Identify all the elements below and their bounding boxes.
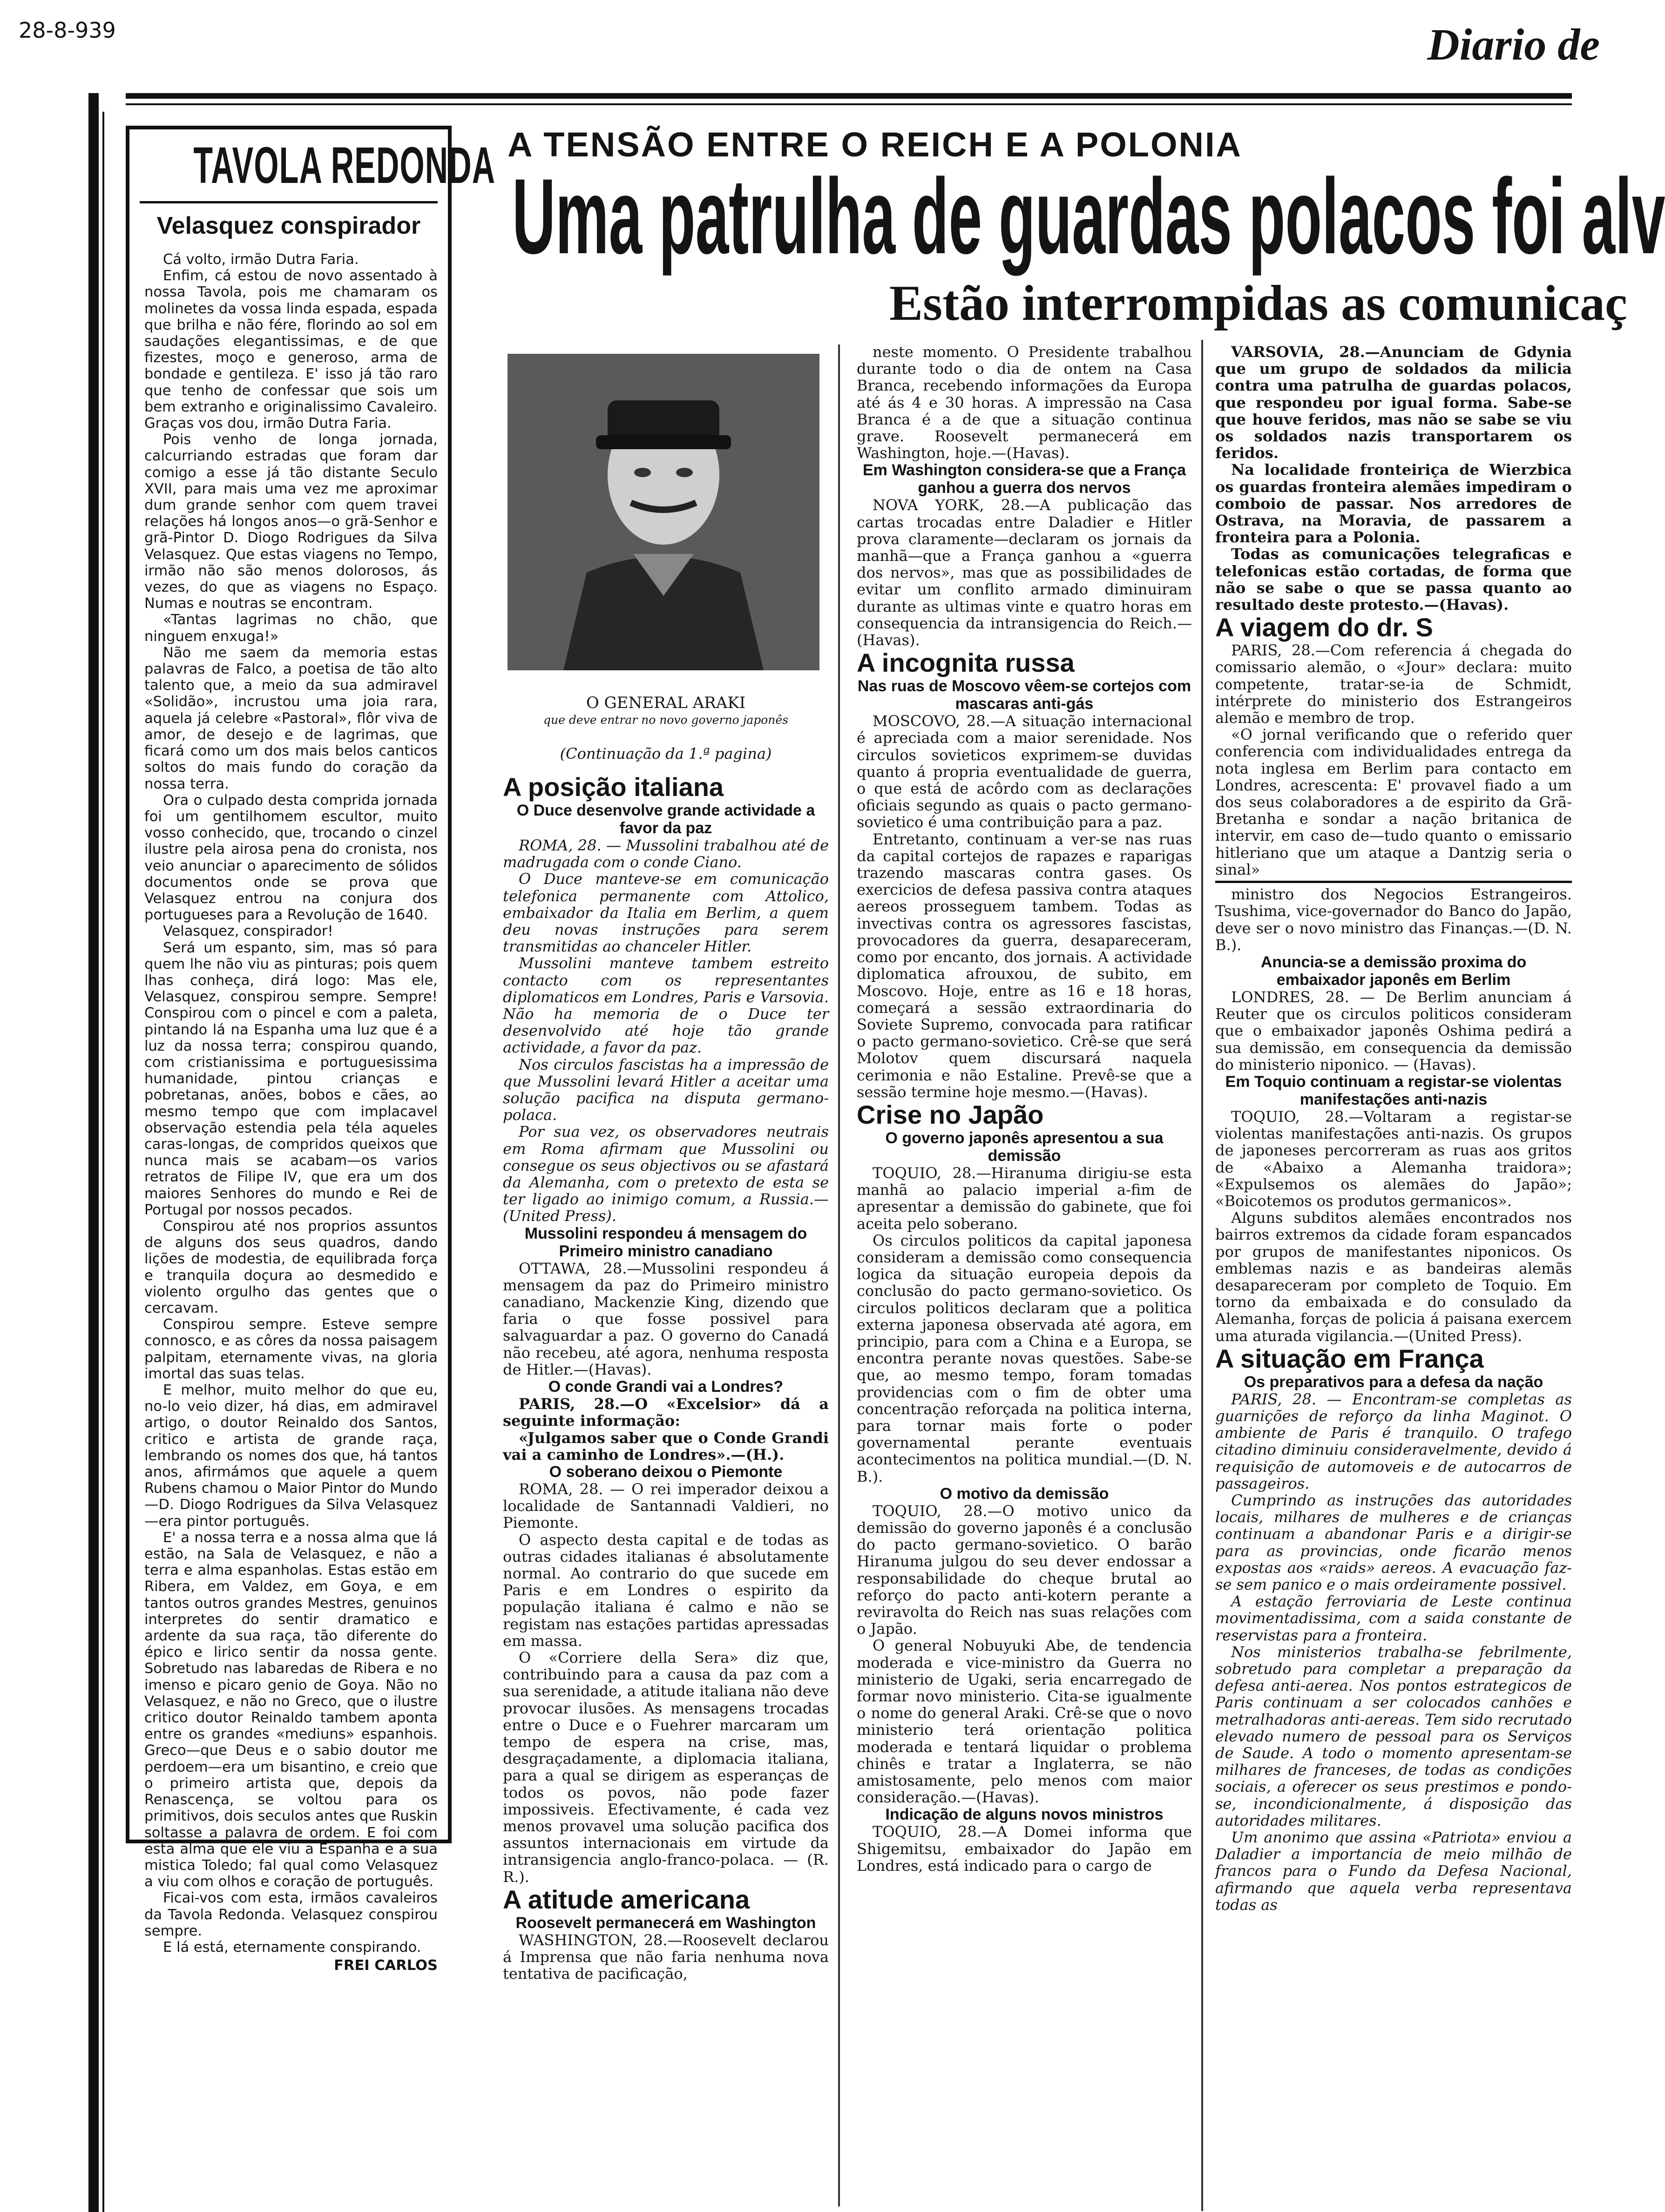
tavola-paragraph: Enfim, cá estou de novo assentado à nossa Tavola, pois me chamaram os molinetes da vossa linda espada, espada que brilha e não fére, florindo ao sol em saudações elegantissimas, e de que fizestes, moço e generoso, arma de bondade e gentileza. E' isso já tão raro que tenho de confessar que sois um bem extranho e originalissimo Cavaleiro. Graças vos dou, irmão Dutra Faria. [144,268,438,432]
article-paragraph: Os circulos politicos da capital japonesa consideram a demissão como consequencia logica da situação europeia depois da conclusão do pacto germano-sovietico. Os circulos politicos declaram que a politica externa japonesa observada até agora, em principio, para com a China e a Europa, se encontra perante novas questões. Sabe-se que, ao mesmo tempo, foram tomadas providencias com o fim de obter uma concentração reforçada na politica interna, para tornar mais forte o poder governamental perante eventuais acontecimentos na politica mundial.—(D. N. B.). [857,1231,1192,1485]
left-margin-bar-thin [102,112,104,2212]
column-3 [857,344,1192,2212]
article-paragraph: OTTAWA, 28.—Mussolini respondeu á mensagem da paz do Primeiro ministro canadiano, Mackenzie King, dizendo que faria o que fosse possivel para salvaguardar a paz. O governo do Canadá não recebeu, até agora, nenhuma resposta de Hitler.—(Havas). [503,1259,829,1378]
article-paragraph: TOQUIO, 28.—Hiranuma dirigiu-se esta manhã ao palacio imperial a-fim de apresentar a demissão do gabinete, que foi aceita pelo soberano. [857,1164,1192,1233]
tavola-paragraph: Conspirou sempre. Esteve sempre connosco, e as côres da nossa paisagem palpitam, eternamente vivas, na gloria imortal das suas telas. [144,1316,438,1382]
tavola-paragraph: Ora o culpado desta comprida jornada foi um gentilhomem escultor, muito vosso conhecido, que, trocando o cinzel ilustre pela airosa pena do cronista, nos veio anunciar o aparecimento de sólidos documentos onde se prova que Velasquez entrou na conjura dos portugueses para a Revolução de 1640. [144,792,438,924]
section-subheading: O motivo da demissão [940,1484,1109,1503]
subheadline: Estão interrompidas as comunicaç [889,276,1627,331]
section-subheading: O Duce desenvolve grande actividade a favor da paz [516,802,815,837]
general-araki-photo [508,354,819,670]
tavola-paragraph: «Tantas lagrimas no chão, que ninguem enxuga!» [144,612,438,645]
article-paragraph: Entretanto, continuam a ver-se nas ruas da capital cortejos de rapazes e raparigas trazendo mascaras contra gases. Os exercicios de defesa passiva contra ataques aereos prosseguem tambem. Todas as invectivas contra os agressores fascistas, provocadores da guerra, desapareceram, como por encanto, dos jornais. A actividade diplomatica afrouxou, de subito, em Moscovo. Hoje, entre as 16 e 18 horas, começará a sessão extraordinaria do Soviete Supremo, convocada para ratificar o pacto germano-sovietico. Crê-se que será Molotov quem discursará naquela cerimonia e não Estaline. Prevê-se que a sessão termine hoje mesmo.—(Havas). [857,830,1192,1101]
article-paragraph: LONDRES, 28. — De Berlim anunciam á Reuter que os circulos politicos consideram que o embaixador japonês Oshima pedirá a sua demissão, em consequencia da demissão do ministerio niponico. — (Havas). [1215,988,1572,1073]
section-subheading: O soberano deixou o Piemonte [549,1463,783,1481]
article-paragraph: neste momento. O Presidente trabalhou durante todo o dia de ontem na Casa Branca, recebendo informações da Europa até ás 4 e 30 horas. A impressão na Casa Branca é a de que a situação continua grave. Roosevelt permanecerá em Washington, hoje.—(Havas). [857,343,1192,462]
article-paragraph: MOSCOVO, 28.—A situação internacional é apreciada com a maior serenidade. Nos circulos sovieticos exprimem-se duvidas quanto á propria eventualidade de guerra, o que está de acôrdo com as declarações oficiais segundo as quais o pacto germano-sovietico é uma contribuição para a paz. [857,712,1192,831]
section-heading: A viagem do dr. S [1215,613,1433,642]
kicker: A TENSÃO ENTRE O REICH E A POLONIA [508,125,1242,164]
tavola-paragraph: Conspirou até nos proprios assuntos de alguns dos seus quadros, dando lições de modestia, de equilibrada força e tranquila doçura ao desmedido e violento orgulho das gentes que o cercavam. [144,1218,438,1316]
article-paragraph: Cumprindo as instruções das autoridades locais, milhares de mulheres e de crianças continuam a abandonar Paris e a dirigir-se para as provincias, onde ficarão menos expostas aos «raids» aereos. A evacuação faz-se sem panico e o mais ordeiramente possivel. [1215,1491,1572,1593]
column-rule [838,344,840,2206]
tavola-divider [140,201,438,203]
article-paragraph: O Duce manteve-se em comunicação telefonica permanente com Attolico, embaixador da Italia em Berlim, a quem deu novas instruções para serem transmitidas ao chanceler Hitler. [503,870,829,956]
section-heading: A situação em França [1215,1343,1484,1373]
article-paragraph: WASHINGTON, 28.—Roosevelt declarou á Imprensa que não faria nenhuma nova tentativa de pacificação, [503,1931,829,1983]
tavola-paragraph: Cá volto, irmão Dutra Faria. [163,251,359,268]
section-subheading: Indicação de alguns novos ministros [885,1806,1164,1824]
article-paragraph: PARIS, 28. — Encontram-se completas as guarnições de reforço da linha Maginot. O ambiente de Paris é tranquilo. O trafego citadino diminuiu consideravelmente, devido á requisição de automoveis e de autocarros de passageiros. [1215,1390,1572,1492]
article-paragraph: Por sua vez, os observadores neutrais em Roma afirmam que Mussolini ou consegue os seus objectivos ou se afastará da Alemanha, com o pretexto de esta se ter ligado ao inimigo comum, a Russia.—(United Press). [503,1123,829,1225]
article-paragraph: ROMA, 28. — Mussolini trabalhou até de madrugada com o conde Ciano. [503,836,829,871]
article-paragraph: «O jornal verificando que o referido quer conferencia com individualidades entrega da nota inglesa em Berlim para contacto em Londres, acrescenta: E' provavel fiado a um dos seus colaboradores a de espirito da Grã-Bretanha e sondar a nação britanica de intervir, em caso de—tudo quanto o emissario hitleriano que um ataque a Dantzig seria o sinal» [1215,726,1572,878]
section-subheading: O conde Grandi vai a Londres? [548,1378,784,1396]
section-subheading: Em Toquio continuam a registar-se violentas manifestações anti-nazis [1225,1072,1562,1108]
tavola-paragraph: Velasquez, conspirador! [163,923,333,940]
top-rule-thin [126,103,1572,105]
article-paragraph: NOVA YORK, 28.—A publicação das cartas trocadas entre Daladier e Hitler prova claramente—declaram os jornais da manhã—que a França ganhou a «guerra dos nervos», mas que as possibilidades de evitar um conflito armado diminuiram durante as ultimas vinte e quatro horas em consequencia da intransigencia do Reich.—(Havas). [857,496,1192,649]
column-4 [1215,344,1572,2212]
article-paragraph: Na localidade fronteiriça de Wierzbica os guardas fronteira alemães impediram o comboio de passar. Nos arredores de Ostrava, na Moravia, de passarem a fronteira para a Polonia. [1215,461,1572,546]
section-subheading: O governo japonês apresentou a sua demissão [885,1129,1164,1165]
tavola-paragraph: Pois venho de longa jornada, calcurriando estradas que foram dar comigo a esse já tão distante Seculo XVII, para mais uma vez me aproximar dum grande senhor com quem travei relações há longos anos—o grã-Senhor e grã-Pintor D. Diogo Rodrigues da Silva Velasquez. Que estas viagens no Tempo, irmão não são menos dolorosos, ás vezes, do que as viagens no Espaço. Numas e noutras se encontram. [144,432,438,612]
article-paragraph: A estação ferroviaria de Leste continua movimentadissima, com a saida constante de reservistas para a fronteira. [1215,1592,1572,1644]
section-subheading: Roosevelt permanecerá em Washington [515,1914,816,1932]
section-divider [1215,881,1572,883]
photo-subcaption: que deve entrar no novo governo japonês [543,713,789,727]
masthead: Diario de [1427,20,1600,69]
tavola-signature: FREI CARLOS [334,1957,438,1974]
column-rule [1201,340,1203,2211]
article-paragraph: Nos circulos fascistas ha a impressão de que Mussolini levará Hitler a aceitar uma solução pacifica na disputa germano-polaca. [503,1055,829,1124]
tavola-paragraph: Não me saem da memoria estas palavras de Falco, a poetisa de tão alto talento que, a meio da sua admiravel «Solidão», incrustou uma joia rara, aquela já celebre «Pastoral», flôr viva de amor, de desejo e de lagrimas, que ficará como um dos mais belos canticos soltos do mais fundo do coração da nossa terra. [144,644,438,792]
section-subheading: Mussolini respondeu á mensagem do Primeiro ministro canadiano [524,1224,807,1260]
article-paragraph: Um anonimo que assina «Patriota» enviou a Daladier a importancia de meio milhão de francos para o Fundo da Defesa Nacional, afirmando que aquela verba representava todas as [1215,1828,1572,1914]
article-paragraph: Nos ministerios trabalha-se febrilmente, sobretudo para completar a preparação da defesa anti-aerea. Nos pontos estrategicos de Paris continuam a ser colocados canhões e metralhadoras anti-aereas. Tem sido recrutado elevado numero de pessoal para os Serviços de Saude. A todo o momento apresentam-se milhares de franceses, de todas as condições sociais, a oferecer os seus prestimos e pondo-se, incondicionalmente, á disposição das autoridades militares. [1215,1643,1572,1829]
continuation-note: (Continuação da 1.ª pagina) [560,745,772,762]
tavola-paragraph: E' a nossa terra e a nossa alma que lá estão, na Sala de Velasquez, e não a terra e alma espanholas. Estas estão em Ribera, em Valdez, em Goya, e em tantos outros grandes Mestres, genuinos interpretes do sentir dramatico e ardente da sua raça, tão diferente do épico e lirico sentir da nossa gente. Sobretudo nas labaredas de Ribera e no imenso e picaro genio de Goya. Não no Velasquez, e não no Greco, que o ilustre critico doutor Reinaldo tambem aponta entre os grandes «mediuns» espanhois. Greco—que Deus e o sabio doutor me perdoem—era um bisantino, e creio que o primeiro artista que, depois da Renascença, se voltou para os primitivos, dois seculos antes que Ruskin soltasse a palavra de ordem. E foi com esta alma que ele viu a Espanha e a sua mistica Toledo; fal qual como Velasquez a viu com olhos e coração de português. [144,1529,438,1890]
section-subheading: Em Washington considera-se que a França ganhou a guerra dos nervos [862,461,1186,497]
article-paragraph: VARSOVIA, 28.—Anunciam de Gdynia que um grupo de soldados da milicia contra uma patrulha de guardas polacos, que respondeu por igual forma. Sabe-se que houve feridos, mas não se sabe se viu os soldados nazis transportarem os feridos. [1215,343,1572,462]
column-2 [503,773,829,2211]
article-paragraph: TOQUIO, 28.—O motivo unico da demissão do governo japonês é a conclusão do pacto germano-sovietico. O barão Hiranuma julgou do seu dever endossar a responsabilidade do cheque brutal ao reforço do pacto anti-kotern perante a reviravolta do Reich nas suas relações com o Japão. [857,1502,1192,1638]
section-heading: A atitude americana [503,1884,750,1914]
section-subheading: Os preparativos para a defesa da nação [1244,1373,1543,1391]
section-subheading: Anuncia-se a demissão proxima do embaixador japonês em Berlim [1260,953,1527,989]
article-paragraph: PARIS, 28.—Com referencia á chegada do comissario alemão, o «Jour» declara: muito competente, tratar-se-ia de Schmidt, intérprete do ministerio dos Estrangeiros alemão e membro de trop. [1215,641,1572,727]
section-heading: Crise no Japão [857,1099,1044,1129]
tavola-subtitle: Velasquez conspirador [156,212,421,239]
portrait-illustration [508,354,819,670]
article-paragraph: Todas as comunicações telegraficas e telefonicas estão cortadas, de forma que não se sabe o que se passa quanto ao resultado deste protesto.—(Havas). [1215,545,1572,614]
section-heading: A posição italiana [503,772,724,802]
tavola-paragraph: E lá está, eternamente conspirando. [163,1939,421,1956]
article-paragraph: TOQUIO, 28.—A Domei informa que Shigemitsu, embaixador do Japão em Londres, está indicado para o cargo de [857,1823,1192,1875]
top-rule [126,93,1572,99]
tavola-title: TAVOLA REDONDA [193,137,496,194]
section-heading: A incognita russa [857,648,1075,678]
article-paragraph: PARIS, 28.—O «Excelsior» dá a seguinte informação: [503,1395,829,1430]
photo-caption: O GENERAL ARAKI [586,694,746,712]
tavola-paragraph: E melhor, muito melhor do que eu, no-lo veio dizer, há dias, em admiravel artigo, o doutor Reinaldo dos Santos, critico e artista de grande raça, lembrando os nomes dos que, há tantos anos, afirmámos que aquele a quem Rubens chamou o Maior Pintor do Mundo—D. Diogo Rodrigues da Silva Velasquez—era pintor português. [144,1382,438,1530]
article-paragraph: ministro dos Negocios Estrangeiros. Tsushima, vice-governador do Banco do Japão, deve ser o novo ministro das Finanças.—(D. N. B.). [1215,885,1572,954]
left-margin-bar [88,93,99,2212]
article-paragraph: «Julgamos saber que o Conde Grandi vai a caminho de Londres».—(H.). [503,1429,829,1463]
tavola-paragraph: Ficai-vos com esta, irmãos cavaleiros da Tavola Redonda. Velasquez conspirou sempre. [144,1890,438,1939]
article-paragraph: O aspecto desta capital e de todas as outras cidades italianas é absolutamente normal. Ao contrario do que sucede em Paris e em Londres o espirito da população italiana é calmo e não se registam nas estações partidas apressadas em massa. [503,1531,829,1650]
article-paragraph: TOQUIO, 28.—Voltaram a registar-se violentas manifestações anti-nazis. Os grupos de japoneses percorreram as ruas aos gritos de «Abaixo a Alemanha traidora»; «Expulsemos os alemães do Japão»; «Boicotemos os produtos germanicos». [1215,1107,1572,1210]
headline: Uma patrulha de guardas polacos foi alv [512,156,1665,276]
article-paragraph: Alguns subditos alemães encontrados nos bairros extremos da cidade foram espancados por grupos de manifestantes niponicos. Os emblemas nazis e as bandeiras alemãs desapareceram por completo de Toquio. Em torno da embaixada e do consulado da Alemanha, forças de policia á paisana exercem uma aturada vigilancia.—(United Press). [1215,1209,1572,1345]
article-paragraph: ROMA, 28. — O rei imperador deixou a localidade de Santannadi Valdieri, no Piemonte. [503,1480,829,1532]
article-paragraph: O «Corriere della Sera» diz que, contribuindo para a causa da paz com a sua serenidade, a atitude italiana não deve provocar ilusões. As mensagens trocadas entre o Duce e o Fuehrer marcaram um tempo de espera na crise, mas, desgraçadamente, a diplomacia italiana, para a qual se dirigem as esperanças de todos os povos, não pode fazer impossiveis. Efectivamente, é cada vez menos provavel uma solução pacifica dos assuntos internacionais em virtude da intransigencia anglo-franco-polaca. — (R. R.). [503,1648,829,1886]
tavola-paragraph: Será um espanto, sim, mas só para quem lhe não viu as pinturas; pois quem lhas conheça, dirá logo: Mas ele, Velasquez, conspirou sempre. Sempre! Conspirou com o pincel e com a paleta, pintando lá na Espanha uma luz que é a luz da nossa terra; conspirou quando, com cristianissima e portuguesissima humanidade, pintou crianças e pobretanas, anões, bobos e cães, ao mesmo tempo que com implacavel observação estendia pela téla aqueles caras-longas, de compridos queixos que nunca mais se acabam—os varios retratos de Filipe IV, que era um dos maiores Senhores do mundo e Rei de Portugal por nossos pecados. [144,939,438,1218]
article-paragraph: O general Nobuyuki Abe, de tendencia moderada e vice-ministro da Guerra no ministerio de Ugaki, seria encarregado de formar novo ministerio. Cita-se igualmente o nome do general Araki. Crê-se que o novo ministerio terá orientação politica moderada e tentará liquidar o problema chinês e tratar a Inglaterra, se não amistosamente, pelo menos com maior consideração.—(Havas). [857,1637,1192,1807]
page-date: 28-8-939 [19,18,116,43]
article-paragraph: Mussolini manteve tambem estreito contacto com os representantes diplomaticos em Londres, Paris e Varsovia. Não ha memoria de o Duce ter desenvolvido até hoje tão grande actividade, a favor da paz. [503,954,829,1057]
section-subheading: Nas ruas de Moscovo vêem-se cortejos com mascaras anti-gás [857,677,1191,713]
tavola-article-body [144,251,438,1974]
